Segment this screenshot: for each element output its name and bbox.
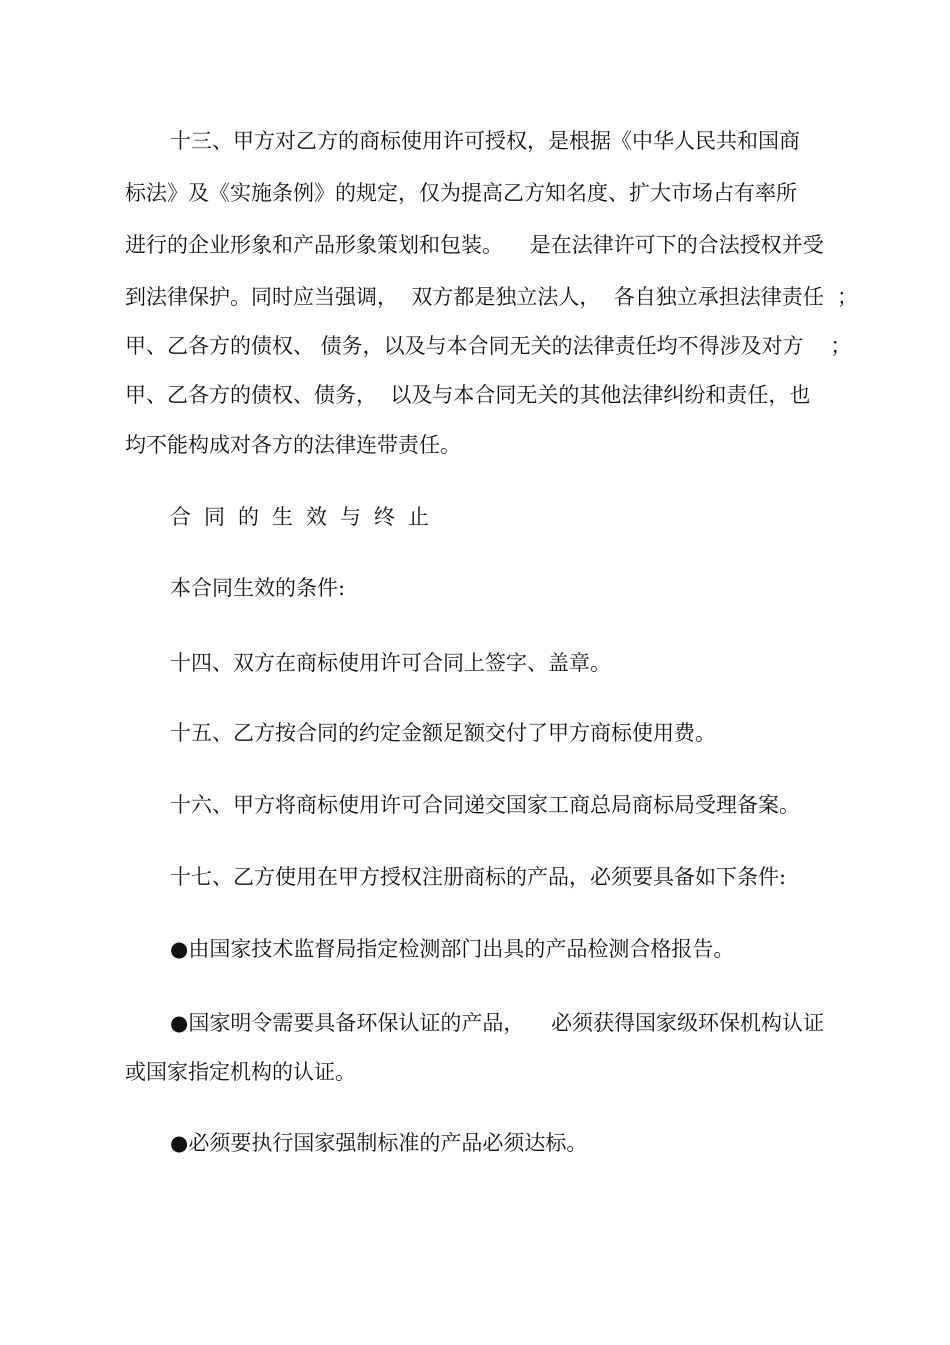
- clause13-line-7: 均不能构成对各方的法律连带责任。: [125, 433, 461, 457]
- bullet-item-environmental-cert-continued: 或国家指定机构的认证。: [125, 1060, 356, 1084]
- clause13-line-3: 进行的企业形象和产品形象策划和包装。 是在法律许可下的合法授权并受: [125, 233, 824, 257]
- clause13-line-5: 甲、乙各方的债权、 债务，以及与本合同无关的法律责任均不得涉及对方 ；: [125, 334, 852, 358]
- clause13-line-6: 甲、乙各方的债权、债务， 以及与本合同无关的其他法律纠纷和责任，也: [125, 383, 811, 407]
- clause13-line-4: 到法律保护。同时应当强调， 双方都是独立法人， 各自独立承担法律责任 ；: [125, 285, 859, 309]
- bullet-item-mandatory-standard: ●必须要执行国家强制标准的产品必须达标。: [170, 1131, 588, 1155]
- clause13-line-2: 标法》及《实施条例》的规定，仅为提高乙方知名度、扩大市场占有率所: [125, 181, 797, 205]
- effective-conditions-label: 本合同生效的条件:: [170, 576, 346, 600]
- clause15: 十五、乙方按合同的约定金额足额交付了甲方商标使用费。: [170, 721, 716, 745]
- bullet-item-test-report: ●由国家技术监督局指定检测部门出具的产品检测合格报告。: [170, 937, 735, 961]
- clause17: 十七、乙方使用在甲方授权注册商标的产品，必须要具备如下条件:: [170, 865, 787, 889]
- clause13-line-1: 十三、甲方对乙方的商标使用许可授权，是根据《中华人民共和国商: [170, 129, 800, 153]
- clause14: 十四、双方在商标使用许可合同上签字、盖章。: [170, 651, 611, 675]
- section-heading: 合同的生效与终止: [170, 505, 442, 529]
- clause16: 十六、甲方将商标使用许可合同递交国家工商总局商标局受理备案。: [170, 793, 800, 817]
- bullet-item-environmental-cert: ●国家明令需要具备环保认证的产品， 必须获得国家级环保机构认证: [170, 1011, 825, 1035]
